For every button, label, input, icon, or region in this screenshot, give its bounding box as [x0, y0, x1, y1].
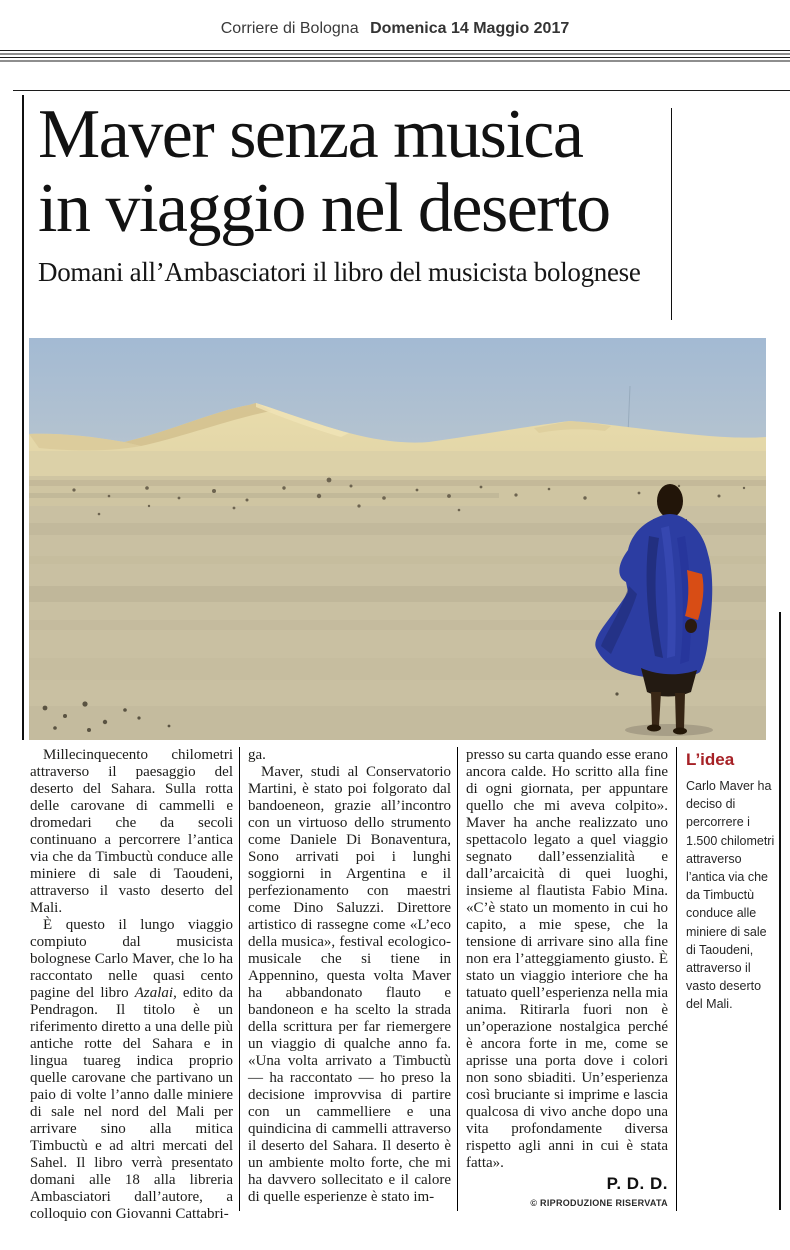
copyright-notice: © RIPRODUZIONE RISERVATA: [530, 1198, 668, 1208]
masthead-rules: [0, 50, 790, 62]
headline-right-rule: [671, 108, 672, 320]
column-rule-3: [676, 747, 677, 1211]
headline-line-1: Maver senza musica: [38, 96, 583, 173]
masthead-date: Domenica 14 Maggio 2017: [370, 20, 570, 37]
article-column-1: [30, 747, 233, 1223]
article-paragraph: ga.: [248, 747, 266, 763]
figure-hand: [685, 619, 697, 633]
article-column-2: [248, 747, 451, 1206]
masthead: [0, 20, 790, 38]
article-paragraph: È questo il lungo viaggio compiuto dal musicista bolognese Carlo Maver, che lo ha raccontato nelle quasi cento pagine del libro Azalai, edito da Pendragon. Il titolo è un riferimento diretto a una delle più antiche rotte del Sahara e in lingua tuareg indica proprio quelle carovane che partivano un paio di volte l’anno dalle miniere di sale nel nord del Mali per arrivare sino alla mitica Timbuctù e ad altri mercati del Sahel. Il libro verrà presentato domani alle 18 alla libreria Ambasciatori dall’autore, a colloquio con Giovanni Cattabri-: [30, 917, 234, 1222]
header-rule: [13, 90, 790, 91]
sidebar: [686, 750, 776, 1014]
figure-head: [657, 484, 683, 518]
headline: [38, 98, 666, 246]
desert-photo: [29, 338, 766, 740]
article-column-3: [466, 747, 668, 1212]
figure-right-leg: [675, 693, 685, 729]
column-rule-1: [239, 747, 240, 1211]
sidebar-title: L’idea: [686, 750, 735, 769]
figure-left-foot: [647, 725, 661, 732]
figure-shadow: [625, 724, 713, 736]
sidebar-text: Carlo Maver ha deciso di percorrere i 1.500 chilometri attraverso l’antica via che da Timbuctù conduce alle miniere di sale di Taoudeni, attraverso il vasto deserto del Mali.: [686, 779, 775, 1012]
subheadline: Domani all’Ambasciatori il libro del musicista bolognese: [38, 257, 641, 287]
figure-right-foot: [673, 728, 687, 735]
article-paragraph: Maver, studi al Conservatorio Martini, è stato poi folgorato dal bandoeneon, grazie all’incontro con un virtuoso dello strumento come Daniele Di Bonaventura, Sono arrivati poi i lunghi soggiorni in Argentina e il perfezionamento con maestri come Dino Saluzzi. Direttore artistico di rassegne come «L’eco della musica», festival ecologico-musicale che si tiene in Appennino, questa volta Maver ha abbandonato flauto e bandoneon e ha scelto la strada della scrittura per far riemergere un viaggio di qualche anno fa. «Una volta arrivato a Timbuctù — ha raccontato — ho preso la decisione improvvisa di partire con un cammelliere e una quindicina di cammelli attraverso il deserto del Sahara. Il deserto è un ambiente molto forte, che mi ha davvero sollecitato e il calore di quelle esperienze è stato im-: [248, 764, 451, 1205]
masthead-publication: Corriere di Bologna: [220, 20, 359, 37]
far-right-vertical-rule: [779, 612, 781, 1210]
left-vertical-rule: [22, 95, 24, 740]
article-paragraph: Millecinquecento chilometri attraverso il paesaggio del deserto del Sahara. Sulla rotta delle carovane di cammelli e dromedari che da secoli continuano a percorrere l’antica via che da Timbuctù conduce alle miniere di sale di Taoudeni, attraverso il vasto deserto del Mali.: [30, 747, 233, 916]
article-footer: [466, 1175, 668, 1212]
signature: P. D. D.: [606, 1174, 668, 1193]
column-rule-2: [457, 747, 458, 1211]
article-paragraph: presso su carta quando esse erano ancora calde. Ho scritto alla fine di ogni giornata, per appuntare quello che mi aveva colpito». Maver ha anche realizzato uno spettacolo legato a quel viaggio segnato dall’essenzialità e dall’arcaicità di quei luoghi, insieme al flautista Fabio Mina. «C’è stato un momento in cui ho capito, a mie spese, che la tensione di arrivare sino alla fine non era l’atteggiamento giusto. È stato un viaggio interiore che ha tatuato quell’esperienza nella mia anima. Ritirarla fuori non è un’operazione nostalgica perché è ancora forte in me, come se aprisse una porta dove i colori non sono sbiaditi. Un’esperienza così bruciante si imprime e lascia qualcosa di vivo anche dopo una vita profondamente diversa rispetto agli anni in cui è stata fatta».: [466, 747, 669, 1171]
headline-line-2: in viaggio nel deserto: [38, 170, 610, 247]
